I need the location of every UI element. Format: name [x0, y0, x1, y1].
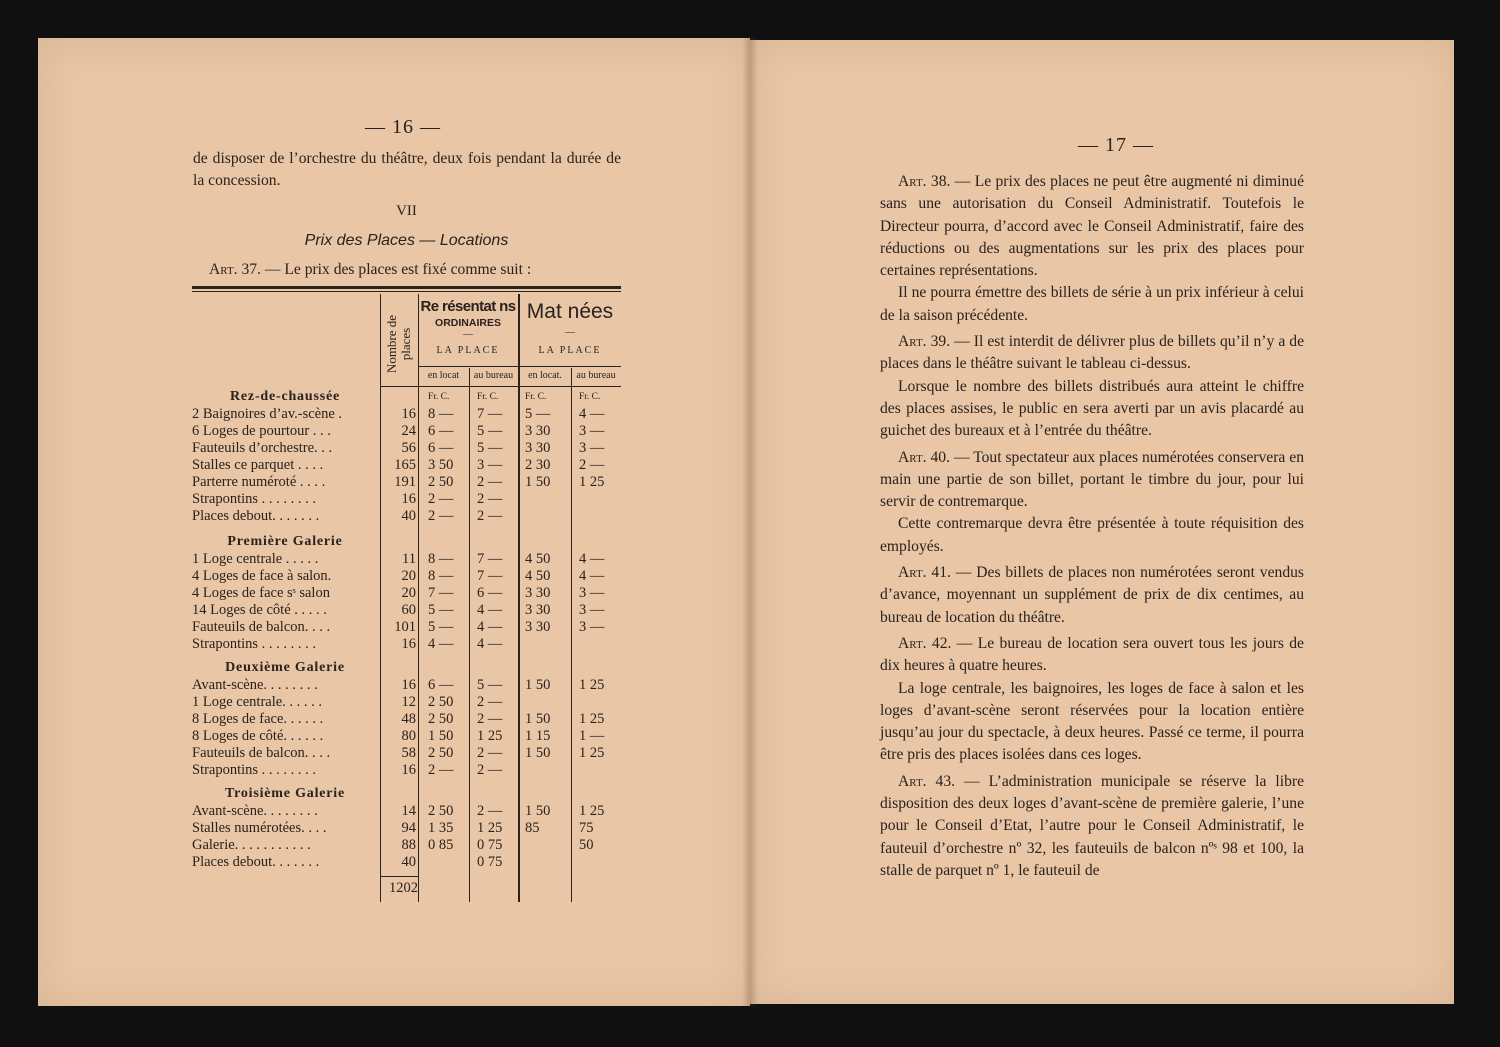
article-label: Art. 38. [898, 173, 955, 190]
dash-1: — [463, 329, 473, 340]
price-matinees-bureau: 50 [579, 837, 594, 853]
article-label: Art. 41. [898, 564, 956, 582]
row-place-count: 48 [401, 711, 416, 727]
row-place-count: 12 [401, 694, 416, 710]
article-text: La loge centrale, les baignoires, les loges de face à salon et les loges d’avant-scène seront réservées pour la location entière jusqu’au jour du spectacle, à deux heures. Passé ce terme, il pourra être pris des places isolées dans ces loges. [880, 679, 1304, 764]
sub-en-locat-2: en locat. [528, 370, 562, 381]
representations-header: Re résentat ns [420, 298, 516, 315]
price-matinees-bureau: 3 — [579, 585, 605, 601]
price-ordinaires-bureau: 5 — [477, 440, 503, 456]
table-row [192, 406, 621, 423]
row-place-count: 191 [394, 474, 416, 490]
price-matinees-bureau: 1 25 [579, 711, 605, 727]
table-row [192, 745, 621, 762]
dash-2: — [565, 327, 575, 338]
article-paragraph [880, 447, 1304, 514]
price-ordinaires-location: 1 35 [428, 820, 454, 836]
table-row [192, 551, 621, 568]
price-matinees-bureau: 4 — [579, 406, 605, 422]
price-ordinaires-location: 2 50 [428, 474, 454, 490]
sub-en-locat-1: en locat [427, 370, 460, 381]
row-place-count: 24 [401, 423, 416, 439]
price-matinees-bureau: 1 25 [579, 677, 605, 693]
price-ordinaires-bureau: 7 — [477, 551, 503, 567]
row-label: Fauteuils d’orchestre. . . [192, 440, 333, 456]
table-top-rule [192, 286, 621, 289]
price-matinees-location: 3 30 [525, 440, 551, 456]
price-matinees-location: 1 50 [525, 711, 551, 727]
ordinaires-label: ORDINAIRES [435, 317, 501, 329]
row-place-count: 94 [401, 820, 416, 836]
row-label: Places debout. . . . . . . [192, 854, 320, 870]
price-ordinaires-bureau: 1 25 [477, 728, 503, 744]
price-ordinaires-location: 2 — [428, 762, 454, 778]
article-paragraph [880, 171, 1304, 282]
article-text: — Des billets de places non numérotées seront vendus d’avance, moyennant un supplément de prix de dix centimes, au bureau de location du théâtre. [880, 564, 1304, 626]
table-row [192, 585, 621, 602]
currency-label: Fr. C. [477, 392, 499, 402]
price-matinees-bureau: 3 — [579, 619, 605, 635]
price-ordinaires-bureau: 7 — [477, 568, 503, 584]
price-ordinaires-location: 2 50 [428, 803, 454, 819]
row-label: Avant-scène. . . . . . . . [192, 803, 318, 819]
price-ordinaires-bureau: 6 — [477, 585, 503, 601]
table-row [192, 474, 621, 491]
article-paragraph [880, 633, 1304, 678]
price-matinees-bureau: 3 — [579, 440, 605, 456]
table-row [192, 619, 621, 636]
article-label: Art. 40. [898, 448, 954, 466]
price-ordinaires-bureau: 2 — [477, 711, 503, 727]
price-ordinaires-location: 2 — [428, 508, 454, 524]
row-place-count: 58 [401, 745, 416, 761]
price-matinees-location: 3 30 [525, 423, 551, 439]
article-label: Art. 42. [898, 634, 957, 652]
total-rule [380, 876, 418, 877]
article-text: Lorsque le nombre des billets distribués aura atteint le chiffre des places assises, le public en sera averti par un avis placardé au guichet des bureaux et à l’entrée du théâtre. [880, 377, 1304, 440]
la-place-1: LA PLACE [436, 345, 500, 356]
sub-au-bureau-2: au bureau [576, 370, 616, 381]
price-ordinaires-location: 0 85 [428, 837, 454, 853]
article-paragraph [880, 513, 1304, 558]
row-label: Fauteuils de balcon. . . . [192, 619, 331, 635]
price-ordinaires-location: 1 50 [428, 728, 454, 744]
table-row [192, 728, 621, 745]
table-row [192, 602, 621, 619]
row-label: 1 Loge centrale. . . . . . [192, 694, 323, 710]
article-paragraph [880, 331, 1304, 376]
row-label: 4 Loges de face sˢ salon [192, 585, 330, 601]
price-matinees-location: 3 30 [525, 619, 551, 635]
row-place-count: 20 [401, 568, 416, 584]
row-place-count: 16 [401, 406, 416, 422]
table-row [192, 440, 621, 457]
price-matinees-location: 5 — [525, 406, 551, 422]
price-matinees-location: 1 50 [525, 677, 551, 693]
price-ordinaires-location: 2 — [428, 491, 454, 507]
price-ordinaires-bureau: 7 — [477, 406, 503, 422]
row-label: Fauteuils de balcon. . . . [192, 745, 331, 761]
table-row [192, 762, 621, 779]
price-matinees-bureau: 1 25 [579, 803, 605, 819]
header-rule [380, 386, 621, 387]
row-label: 8 Loges de côté. . . . . . [192, 728, 324, 744]
price-matinees-location: 85 [525, 820, 540, 836]
row-label: 1 Loge centrale . . . . . [192, 551, 319, 567]
row-label: Parterre numéroté . . . . [192, 474, 326, 490]
price-matinees-location: 3 30 [525, 602, 551, 618]
price-ordinaires-bureau: 2 — [477, 491, 503, 507]
price-ordinaires-location: 6 — [428, 677, 454, 693]
row-place-count: 16 [401, 636, 416, 652]
price-matinees-bureau: 4 — [579, 551, 605, 567]
table-row [192, 820, 621, 837]
price-matinees-bureau: 2 — [579, 457, 605, 473]
art37-label: Art. 37. [209, 261, 261, 278]
price-matinees-location: 1 15 [525, 728, 551, 744]
article-paragraph [880, 678, 1304, 767]
art37-text: — Le prix des places est fixé comme suit : [264, 261, 532, 278]
table-row [192, 457, 621, 474]
currency-label: Fr. C. [428, 392, 450, 402]
price-ordinaires-location: 5 — [428, 619, 454, 635]
article-text: — Le prix des places ne peut être augmenté ni diminué sans une autorisation du Conseil Administratif. Toutefois le Directeur pourra, d’accord avec le Conseil Administratif, faire des réductions ou des augmentations sur les prix des places pour certaines représentations. [880, 173, 1304, 280]
price-ordinaires-location: 2 50 [428, 711, 454, 727]
table-row [192, 837, 621, 854]
price-ordinaires-bureau: 3 — [477, 457, 503, 473]
article-label: Art. 43. [898, 772, 965, 790]
row-label: 4 Loges de face à salon. [192, 568, 332, 584]
section-heading: Deuxième Galerie [225, 660, 345, 675]
table-row [192, 568, 621, 585]
price-matinees-location: 1 50 [525, 803, 551, 819]
article-paragraph [880, 562, 1304, 629]
price-ordinaires-bureau: 4 — [477, 636, 503, 652]
article-text: Cette contremarque devra être présentée à toute réquisition des employés. [880, 515, 1304, 555]
table-row [192, 803, 621, 820]
sub-au-bureau-1: au bureau [473, 370, 514, 381]
row-label: Strapontins . . . . . . . . [192, 636, 317, 652]
row-place-count: 14 [401, 803, 416, 819]
price-ordinaires-location: 2 50 [428, 745, 454, 761]
currency-header [192, 389, 621, 406]
article-text: — Le bureau de location sera ouvert tous les jours de dix heures à quatre heures. [880, 634, 1304, 675]
matinees-header: Mat nées [526, 300, 614, 323]
table-row [192, 508, 621, 525]
row-label: Places debout. . . . . . . [192, 508, 320, 524]
article-paragraph [880, 376, 1304, 443]
table-row [192, 711, 621, 728]
price-matinees-location: 2 30 [525, 457, 551, 473]
row-place-count: 80 [401, 728, 416, 744]
price-ordinaires-location: 6 — [428, 440, 454, 456]
row-place-count: 11 [402, 551, 416, 567]
price-ordinaires-bureau: 4 — [477, 602, 503, 618]
price-ordinaires-location: 8 — [428, 551, 454, 567]
price-ordinaires-location: 7 — [428, 585, 454, 601]
count-header [380, 296, 418, 382]
price-ordinaires-bureau: 2 — [477, 803, 503, 819]
article-text: — L’administration municipale se réserve la libre disposition des deux loges d’avant-scène de première galerie, l’une pour le Conseil d’Etat, l’autre pour le Conseil Administratif, le fauteuil d’orchestre nº 32, les fauteuils de balcon nºˢ 98 et 100, la stalle de parquet nº 1, le fauteuil de [880, 772, 1304, 879]
row-place-count: 16 [401, 762, 416, 778]
row-label: Stalles numérotées. . . . [192, 820, 327, 836]
price-ordinaires-bureau: 0 75 [477, 854, 503, 870]
intro-paragraph: de disposer de l’orchestre du théâtre, deux fois pendant la durée de la concession. [193, 150, 621, 190]
currency-label: Fr. C. [579, 392, 601, 402]
art37-line [209, 261, 531, 279]
article-text: — Tout spectateur aux places numérotées conservera en main une partie de son billet, portant le timbre du jour, pour lui servir de contremarque. [880, 448, 1304, 511]
row-label: 14 Loges de côté . . . . . [192, 602, 327, 618]
la-place-2: LA PLACE [538, 345, 602, 356]
row-place-count: 101 [394, 619, 416, 635]
price-ordinaires-bureau: 0 75 [477, 837, 503, 853]
count-header-text: Nombre de places [384, 314, 413, 374]
price-ordinaires-bureau: 2 — [477, 745, 503, 761]
price-ordinaires-bureau: 5 — [477, 677, 503, 693]
row-place-count: 16 [401, 491, 416, 507]
section-title: Prix des Places — Locations [304, 232, 509, 249]
row-place-count: 20 [401, 585, 416, 601]
price-matinees-bureau: 4 — [579, 568, 605, 584]
row-label: Strapontins . . . . . . . . [192, 762, 317, 778]
section-heading: Première Galerie [227, 534, 343, 549]
row-label: 8 Loges de face. . . . . . [192, 711, 324, 727]
row-place-count: 16 [401, 677, 416, 693]
section-heading: Rez-de-chaussée [230, 389, 340, 404]
row-place-count: 40 [401, 508, 416, 524]
article-text: — Il est interdit de délivrer plus de billets qu’il n’y a de places dans le théâtre suivant le tableau ci-dessus. [880, 333, 1304, 373]
price-matinees-location: 4 50 [525, 568, 551, 584]
price-matinees-location: 1 50 [525, 474, 551, 490]
price-ordinaires-bureau: 2 — [477, 762, 503, 778]
price-ordinaires-location: 4 — [428, 636, 454, 652]
price-matinees-bureau: 3 — [579, 423, 605, 439]
row-place-count: 165 [394, 457, 416, 473]
row-label: 6 Loges de pourtour . . . [192, 423, 331, 439]
row-place-count: 40 [401, 854, 416, 870]
price-matinees-bureau: 1 25 [579, 745, 605, 761]
price-ordinaires-bureau: 1 25 [477, 820, 503, 836]
section-heading: Troisième Galerie [225, 786, 345, 801]
row-place-count: 56 [401, 440, 416, 456]
price-ordinaires-bureau: 2 — [477, 508, 503, 524]
price-ordinaires-bureau: 4 — [477, 619, 503, 635]
table-row [192, 854, 621, 871]
price-matinees-location: 3 30 [525, 585, 551, 601]
price-matinees-bureau: 75 [579, 820, 594, 836]
row-label: Galerie. . . . . . . . . . . [192, 837, 311, 853]
price-matinees-location: 1 50 [525, 745, 551, 761]
article-paragraph [880, 282, 1304, 327]
row-place-count: 60 [401, 602, 416, 618]
price-ordinaires-location: 8 — [428, 406, 454, 422]
price-matinees-location: 4 50 [525, 551, 551, 567]
row-label: Strapontins . . . . . . . . [192, 491, 317, 507]
price-ordinaires-bureau: 2 — [477, 694, 503, 710]
header-rule [418, 366, 621, 367]
table-row [192, 491, 621, 508]
article-paragraph [880, 771, 1304, 882]
currency-label: Fr. C. [525, 392, 547, 402]
page-number-right: — 17 — [1078, 134, 1154, 156]
price-matinees-bureau: 1 25 [579, 474, 605, 490]
article-label: Art. 39. [898, 333, 955, 351]
page-number-left: — 16 — [365, 116, 441, 138]
section-numeral: VII [396, 203, 417, 219]
table-row [192, 636, 621, 653]
total-places: 1202 [389, 880, 418, 896]
right-body [880, 167, 1304, 882]
price-ordinaires-location: 2 50 [428, 694, 454, 710]
book-gutter [742, 38, 758, 1006]
table-top-rule-thin [192, 291, 621, 292]
price-ordinaires-bureau: 2 — [477, 474, 503, 490]
price-ordinaires-location: 8 — [428, 568, 454, 584]
price-matinees-bureau: 1 — [579, 728, 605, 744]
price-ordinaires-location: 6 — [428, 423, 454, 439]
table-row [192, 694, 621, 711]
row-label: Avant-scène. . . . . . . . [192, 677, 318, 693]
price-ordinaires-location: 5 — [428, 602, 454, 618]
table-row [192, 677, 621, 694]
price-ordinaires-location: 3 50 [428, 457, 454, 473]
price-table [192, 286, 621, 902]
row-label: 2 Baignoires d’av.-scène . [192, 406, 343, 422]
price-ordinaires-bureau: 5 — [477, 423, 503, 439]
price-matinees-bureau: 3 — [579, 602, 605, 618]
table-row [192, 423, 621, 440]
article-text: Il ne pourra émettre des billets de série à un prix inférieur à celui de la saison précédente. [880, 284, 1304, 324]
row-label: Stalles ce parquet . . . . [192, 457, 324, 473]
row-place-count: 88 [401, 837, 416, 853]
